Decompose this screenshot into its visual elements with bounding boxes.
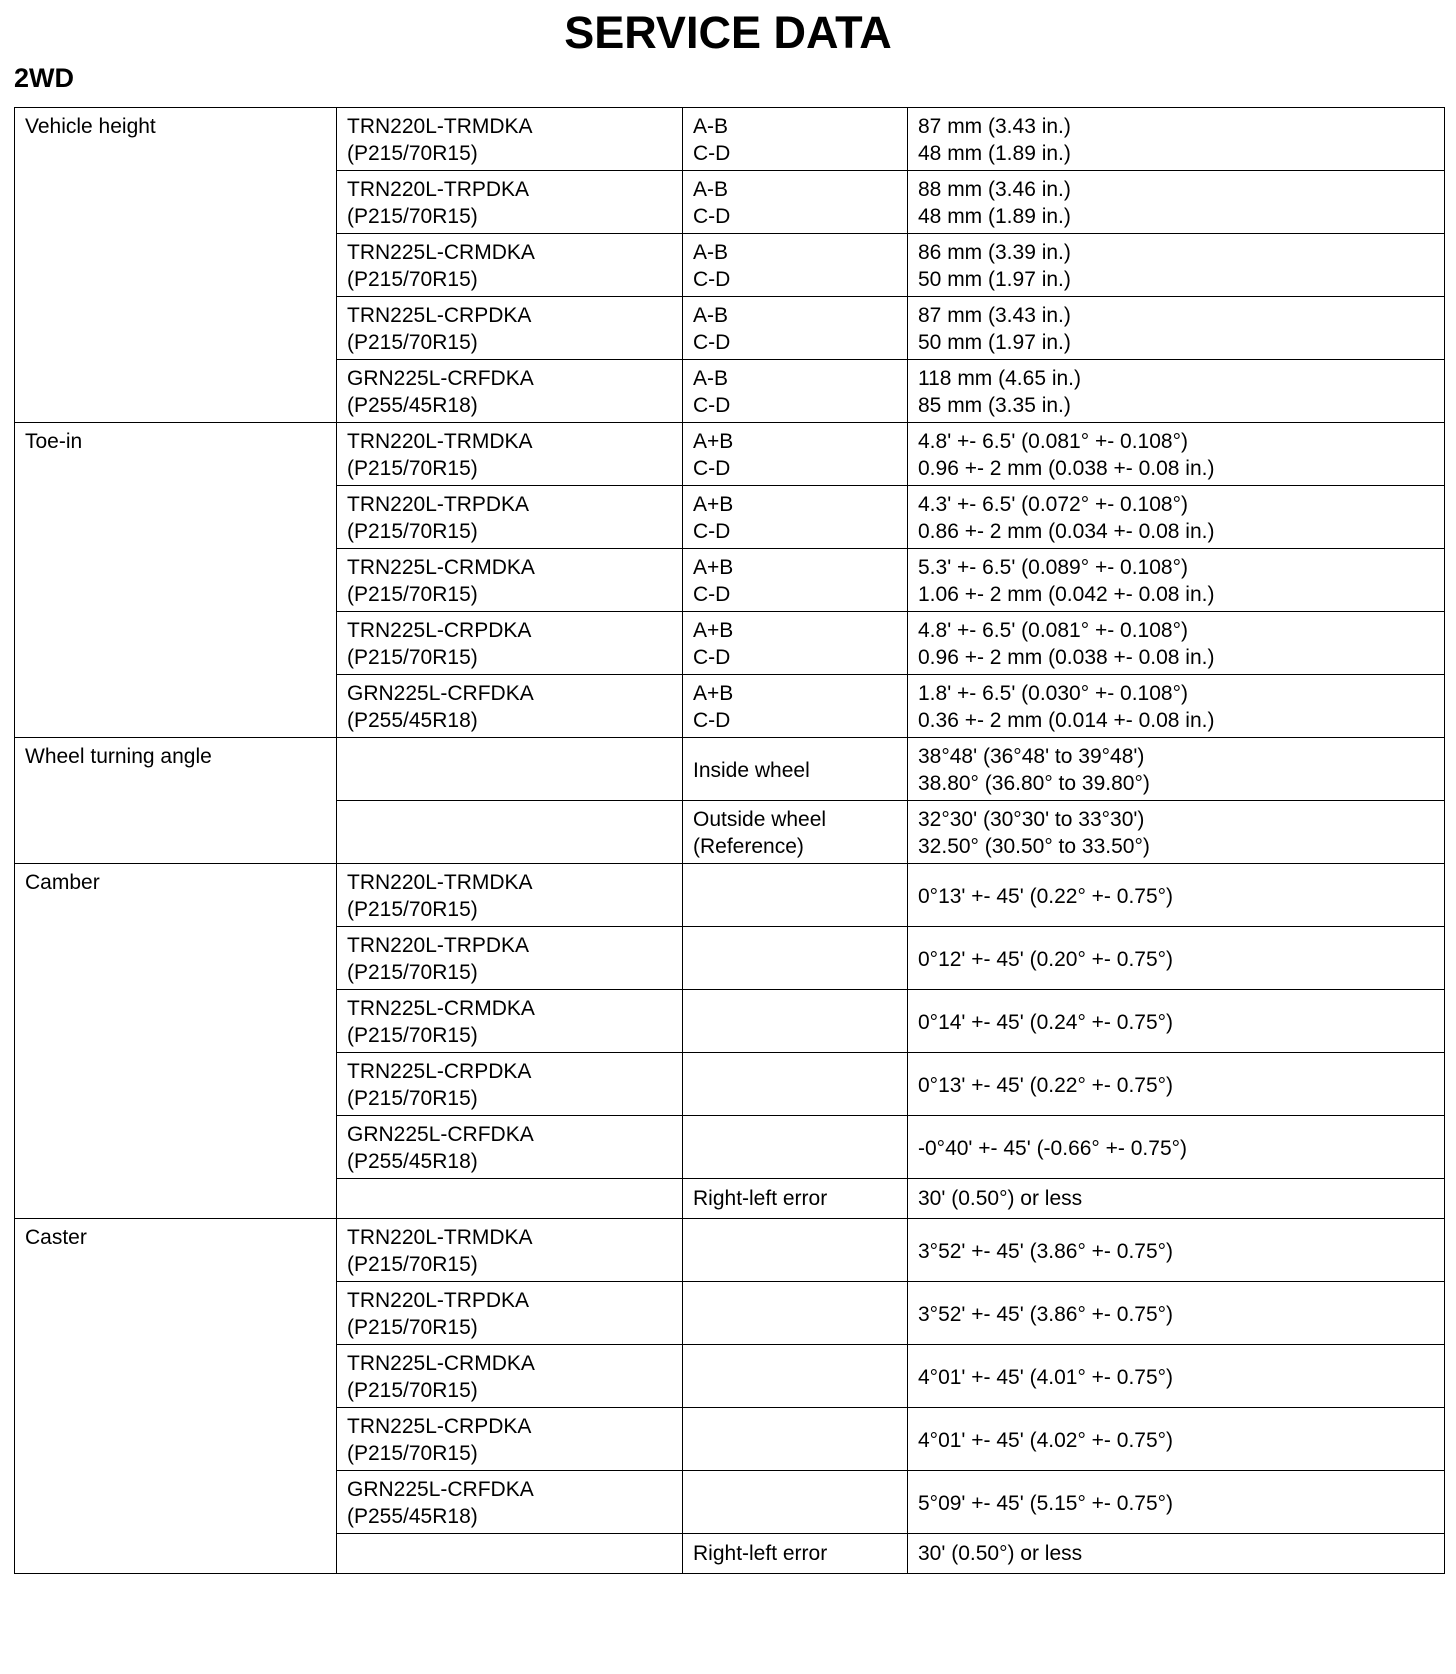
value-cell: [908, 864, 1445, 927]
service-data-table: [14, 107, 1445, 1574]
model-code: TRN225L-CRPDKA: [347, 1415, 532, 1438]
condition-label: Inside wheel: [693, 758, 810, 782]
spec-value: 0.96 +- 2 mm (0.038 +- 0.08 in.): [918, 457, 1215, 480]
value-cell: [908, 360, 1445, 423]
tire-size: (P215/70R15): [347, 1087, 478, 1110]
spec-value: 0.36 +- 2 mm (0.014 +- 0.08 in.): [918, 709, 1215, 732]
value-cell: [908, 423, 1445, 486]
model-cell: [337, 360, 683, 423]
error-value: 30' (0.50°) or less: [908, 1534, 1445, 1574]
empty-cell: [683, 1116, 908, 1179]
value-cell: [908, 171, 1445, 234]
tire-size: (P215/70R15): [347, 520, 478, 543]
tire-size: (P215/70R15): [347, 268, 478, 291]
spec-value: 3°52' +- 45' (3.86° +- 0.75°): [918, 1302, 1174, 1326]
spec-value: 4°01' +- 45' (4.01° +- 0.75°): [918, 1365, 1174, 1389]
model-cell: [337, 171, 683, 234]
model-cell: [337, 1116, 683, 1179]
position-label: C-D: [693, 457, 731, 480]
tire-size: (P255/45R18): [347, 709, 478, 732]
model-code: TRN220L-TRPDKA: [347, 493, 530, 516]
model-cell: [337, 801, 683, 864]
value-cell: [908, 927, 1445, 990]
condition-cell: [683, 801, 908, 864]
spec-value: 5.3' +- 6.5' (0.089° +- 0.108°): [918, 556, 1188, 579]
model-code: GRN225L-CRFDKA: [347, 367, 534, 390]
model-code: GRN225L-CRFDKA: [347, 682, 534, 705]
spec-value: 3°52' +- 45' (3.86° +- 0.75°): [918, 1239, 1174, 1263]
empty-cell: [683, 1345, 908, 1408]
model-cell: [337, 1345, 683, 1408]
position-label: A-B: [693, 367, 729, 390]
tire-size: (P215/70R15): [347, 583, 478, 606]
table-row: [15, 1219, 1445, 1282]
value-cell: [908, 549, 1445, 612]
tire-size: (P215/70R15): [347, 1024, 478, 1047]
value-cell: [908, 1282, 1445, 1345]
model-cell: [337, 864, 683, 927]
position-label: C-D: [693, 709, 731, 732]
empty-cell: [683, 990, 908, 1053]
position-cell: [683, 234, 908, 297]
spec-value: 85 mm (3.35 in.): [918, 394, 1071, 417]
position-cell: [683, 549, 908, 612]
model-code: TRN220L-TRPDKA: [347, 934, 530, 957]
position-label: A-B: [693, 178, 729, 201]
error-label: Right-left error: [683, 1179, 908, 1219]
model-code: TRN220L-TRPDKA: [347, 178, 530, 201]
spec-value: 32°30' (30°30' to 33°30'): [918, 808, 1145, 831]
spec-value: 48 mm (1.89 in.): [918, 142, 1071, 165]
value-cell: [908, 1345, 1445, 1408]
parameter-label: Vehicle height: [15, 108, 337, 423]
parameter-label: Camber: [15, 864, 337, 1219]
position-label: A+B: [693, 682, 734, 705]
tire-size: (P255/45R18): [347, 1505, 478, 1528]
model-cell: [337, 612, 683, 675]
parameter-label: Wheel turning angle: [15, 738, 337, 864]
tire-size: (P215/70R15): [347, 1316, 478, 1339]
position-label: A+B: [693, 493, 734, 516]
spec-value: -0°40' +- 45' (-0.66° +- 0.75°): [918, 1136, 1188, 1160]
table-row: [15, 738, 1445, 801]
position-label: C-D: [693, 268, 731, 291]
position-label: A+B: [693, 556, 734, 579]
spec-value: 4.3' +- 6.5' (0.072° +- 0.108°): [918, 493, 1188, 516]
empty-cell: [683, 1408, 908, 1471]
model-code: TRN225L-CRPDKA: [347, 304, 532, 327]
page-title: SERVICE DATA: [564, 7, 892, 58]
model-cell: [337, 990, 683, 1053]
tire-size: (P215/70R15): [347, 205, 478, 228]
empty-cell: [683, 1219, 908, 1282]
spec-value: 4.8' +- 6.5' (0.081° +- 0.108°): [918, 430, 1188, 453]
spec-value: 0°13' +- 45' (0.22° +- 0.75°): [918, 884, 1174, 908]
position-label: C-D: [693, 646, 731, 669]
position-label: A+B: [693, 430, 734, 453]
empty-cell: [683, 1471, 908, 1534]
spec-value: 0.96 +- 2 mm (0.038 +- 0.08 in.): [918, 646, 1215, 669]
condition-note: (Reference): [693, 835, 804, 858]
spec-value: 1.8' +- 6.5' (0.030° +- 0.108°): [918, 682, 1188, 705]
spec-value: 86 mm (3.39 in.): [918, 241, 1071, 264]
table-row: [15, 423, 1445, 486]
value-cell: [908, 108, 1445, 171]
model-code: TRN220L-TRMDKA: [347, 871, 533, 894]
position-label: C-D: [693, 394, 731, 417]
model-code: TRN225L-CRMDKA: [347, 556, 535, 579]
value-cell: [908, 801, 1445, 864]
model-cell: [337, 1282, 683, 1345]
model-cell: [337, 738, 683, 801]
value-cell: [908, 990, 1445, 1053]
spec-value: 4.8' +- 6.5' (0.081° +- 0.108°): [918, 619, 1188, 642]
position-cell: [683, 171, 908, 234]
position-label: A-B: [693, 115, 729, 138]
spec-value: 48 mm (1.89 in.): [918, 205, 1071, 228]
spec-value: 4°01' +- 45' (4.02° +- 0.75°): [918, 1428, 1174, 1452]
model-cell: [337, 675, 683, 738]
position-cell: [683, 108, 908, 171]
model-cell: [337, 1053, 683, 1116]
position-label: C-D: [693, 520, 731, 543]
table-row: [15, 864, 1445, 927]
model-code: TRN225L-CRMDKA: [347, 241, 535, 264]
model-code: TRN225L-CRMDKA: [347, 1352, 535, 1375]
condition-label: Outside wheel: [693, 808, 827, 831]
value-cell: [908, 486, 1445, 549]
position-label: A-B: [693, 304, 729, 327]
model-code: TRN220L-TRPDKA: [347, 1289, 530, 1312]
tire-size: (P215/70R15): [347, 646, 478, 669]
spec-value: 38.80° (36.80° to 39.80°): [918, 772, 1150, 795]
tire-size: (P215/70R15): [347, 961, 478, 984]
condition-cell: [683, 738, 908, 801]
position-cell: [683, 297, 908, 360]
position-label: A-B: [693, 241, 729, 264]
model-code: TRN225L-CRPDKA: [347, 1060, 532, 1083]
tire-size: (P215/70R15): [347, 1253, 478, 1276]
tire-size: (P215/70R15): [347, 898, 478, 921]
model-cell: [337, 108, 683, 171]
value-cell: [908, 738, 1445, 801]
tire-size: (P215/70R15): [347, 1379, 478, 1402]
value-cell: [908, 1053, 1445, 1116]
spec-value: 87 mm (3.43 in.): [918, 115, 1071, 138]
model-code: GRN225L-CRFDKA: [347, 1123, 534, 1146]
error-value: 30' (0.50°) or less: [908, 1179, 1445, 1219]
empty-cell: [337, 1179, 683, 1219]
position-cell: [683, 486, 908, 549]
tire-size: (P255/45R18): [347, 394, 478, 417]
position-label: C-D: [693, 142, 731, 165]
error-label: Right-left error: [683, 1534, 908, 1574]
model-cell: [337, 1471, 683, 1534]
tire-size: (P215/70R15): [347, 457, 478, 480]
empty-cell: [683, 1053, 908, 1116]
spec-value: 50 mm (1.97 in.): [918, 268, 1071, 291]
value-cell: [908, 297, 1445, 360]
model-code: TRN225L-CRPDKA: [347, 619, 532, 642]
position-cell: [683, 675, 908, 738]
model-code: TRN220L-TRMDKA: [347, 1226, 533, 1249]
tire-size: (P255/45R18): [347, 1150, 478, 1173]
position-cell: [683, 360, 908, 423]
model-cell: [337, 297, 683, 360]
parameter-label: Caster: [15, 1219, 337, 1574]
spec-value: 50 mm (1.97 in.): [918, 331, 1071, 354]
spec-value: 87 mm (3.43 in.): [918, 304, 1071, 327]
model-cell: [337, 1408, 683, 1471]
model-cell: [337, 423, 683, 486]
spec-value: 32.50° (30.50° to 33.50°): [918, 835, 1150, 858]
value-cell: [908, 1219, 1445, 1282]
value-cell: [908, 675, 1445, 738]
position-cell: [683, 612, 908, 675]
tire-size: (P215/70R15): [347, 1442, 478, 1465]
value-cell: [908, 1116, 1445, 1179]
spec-value: 0°13' +- 45' (0.22° +- 0.75°): [918, 1073, 1174, 1097]
value-cell: [908, 612, 1445, 675]
model-cell: [337, 927, 683, 990]
position-label: A+B: [693, 619, 734, 642]
model-code: TRN220L-TRMDKA: [347, 115, 533, 138]
spec-value: 0°12' +- 45' (0.20° +- 0.75°): [918, 947, 1174, 971]
table-row: [15, 108, 1445, 171]
spec-value: 38°48' (36°48' to 39°48'): [918, 745, 1145, 768]
position-cell: [683, 423, 908, 486]
tire-size: (P215/70R15): [347, 142, 478, 165]
model-cell: [337, 486, 683, 549]
value-cell: [908, 1408, 1445, 1471]
empty-cell: [683, 927, 908, 990]
position-label: C-D: [693, 583, 731, 606]
section-heading: 2WD: [14, 63, 74, 93]
position-label: C-D: [693, 331, 731, 354]
spec-value: 118 mm (4.65 in.): [918, 367, 1082, 390]
model-cell: [337, 549, 683, 612]
spec-value: 88 mm (3.46 in.): [918, 178, 1071, 201]
model-cell: [337, 234, 683, 297]
value-cell: [908, 234, 1445, 297]
model-code: GRN225L-CRFDKA: [347, 1478, 534, 1501]
model-code: TRN220L-TRMDKA: [347, 430, 533, 453]
spec-value: 0.86 +- 2 mm (0.034 +- 0.08 in.): [918, 520, 1215, 543]
parameter-label: Toe-in: [15, 423, 337, 738]
model-code: TRN225L-CRMDKA: [347, 997, 535, 1020]
model-cell: [337, 1219, 683, 1282]
tire-size: (P215/70R15): [347, 331, 478, 354]
value-cell: [908, 1471, 1445, 1534]
spec-value: 0°14' +- 45' (0.24° +- 0.75°): [918, 1010, 1174, 1034]
empty-cell: [683, 1282, 908, 1345]
spec-value: 5°09' +- 45' (5.15° +- 0.75°): [918, 1491, 1174, 1515]
position-label: C-D: [693, 205, 731, 228]
empty-cell: [337, 1534, 683, 1574]
spec-value: 1.06 +- 2 mm (0.042 +- 0.08 in.): [918, 583, 1215, 606]
empty-cell: [683, 864, 908, 927]
